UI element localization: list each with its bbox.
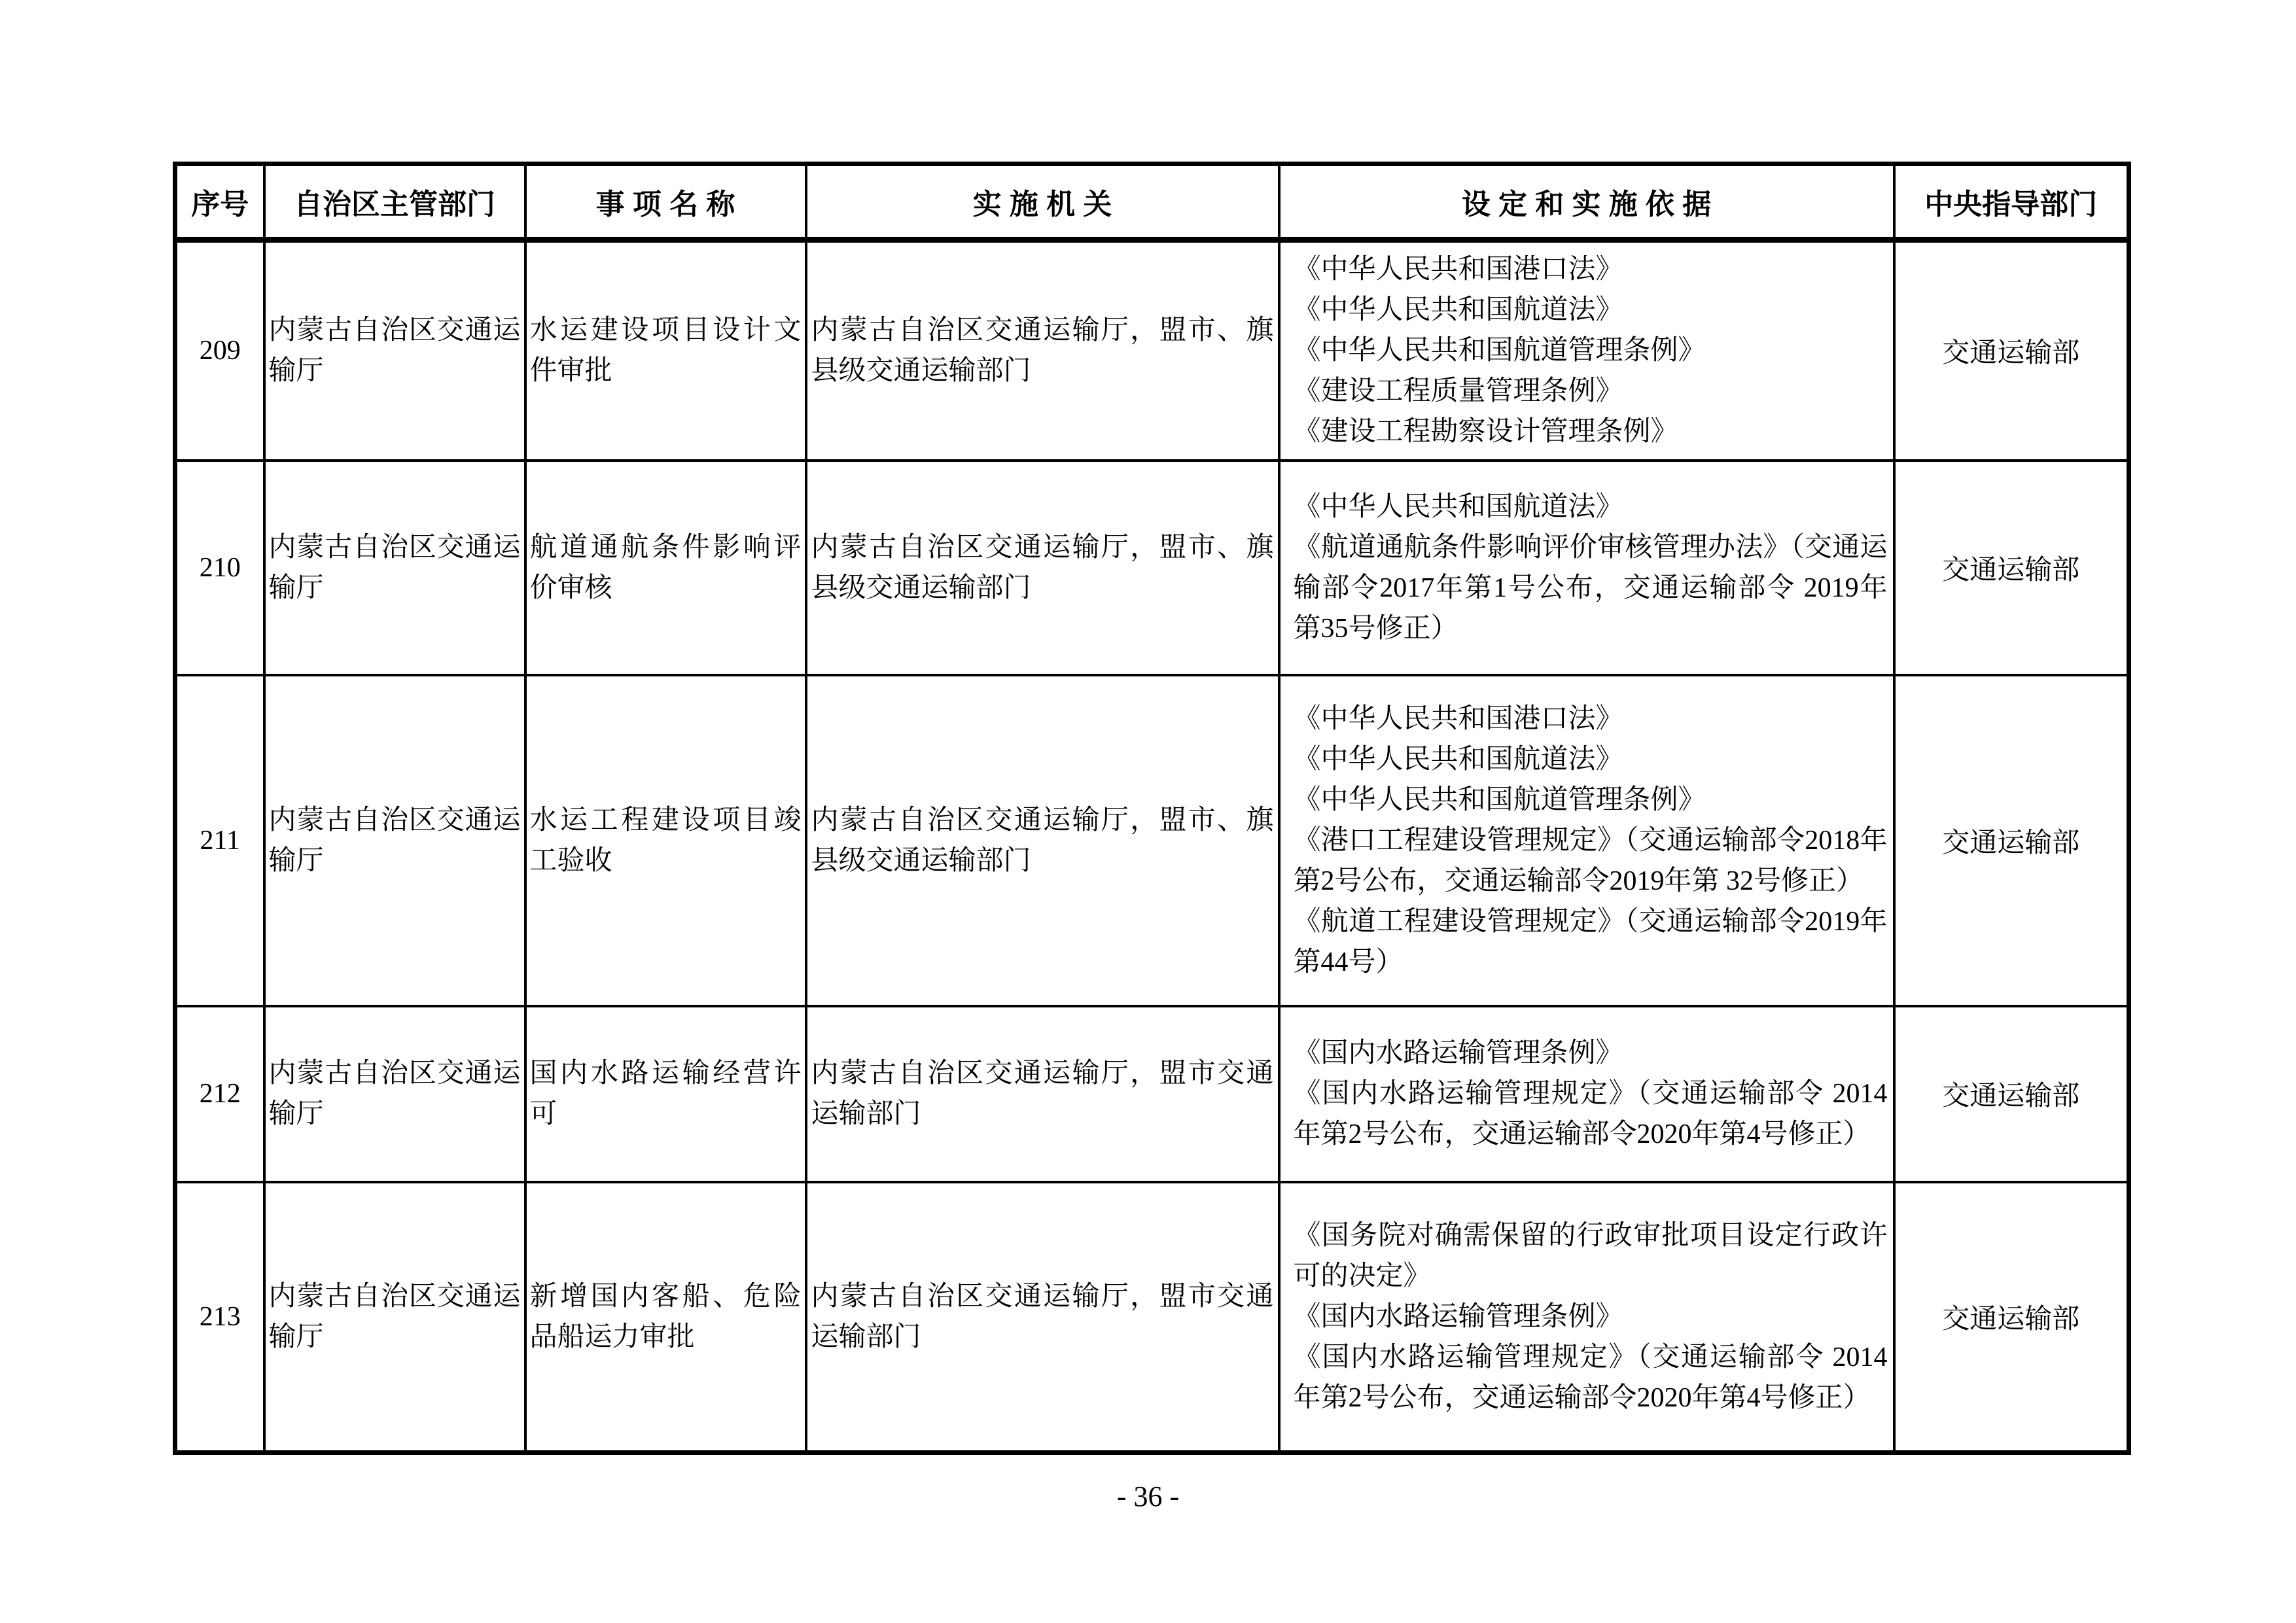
- table-row: [175, 461, 2129, 675]
- legal-basis-cell: [1279, 461, 1894, 675]
- legal-basis-item: 《航道工程建设管理规定》（交通运输部令2019年第44号）: [1293, 906, 1888, 977]
- implementing-agency-cell: 内蒙古自治区交通运输厅，盟市交通运输部门: [806, 1006, 1279, 1182]
- legal-basis-cell: [1279, 240, 1894, 461]
- central-department-cell: 交通运输部: [1894, 461, 2129, 675]
- central-department-cell: 交通运输部: [1894, 240, 2129, 461]
- department-cell: 内蒙古自治区交通运输厅: [264, 1182, 525, 1453]
- header-seq: 序号: [175, 164, 264, 240]
- item-name-cell: 国内水路运输经营许可: [525, 1006, 806, 1182]
- header-central-department: 中央指导部门: [1894, 164, 2129, 240]
- header-implementing-agency: 实 施 机 关: [806, 164, 1279, 240]
- header-department: 自治区主管部门: [264, 164, 525, 240]
- approval-items-table: [173, 162, 2131, 1455]
- legal-basis-item: 《中华人民共和国航道法》: [1293, 491, 1623, 522]
- item-name-cell: 水运建设项目设计文件审批: [525, 240, 806, 461]
- seq-cell: 211: [175, 675, 264, 1006]
- department-cell: 内蒙古自治区交通运输厅: [264, 675, 525, 1006]
- legal-basis-item: 《建设工程质量管理条例》: [1293, 376, 1623, 407]
- table-row: [175, 675, 2129, 1006]
- table-row: [175, 1006, 2129, 1182]
- central-department-cell: 交通运输部: [1894, 1182, 2129, 1453]
- seq-cell: 212: [175, 1006, 264, 1182]
- item-name-cell: 水运工程建设项目竣工验收: [525, 675, 806, 1006]
- legal-basis-item: 《中华人民共和国港口法》: [1293, 703, 1623, 734]
- header-item-name: 事 项 名 称: [525, 164, 806, 240]
- implementing-agency-cell: 内蒙古自治区交通运输厅，盟市、旗县级交通运输部门: [806, 675, 1279, 1006]
- legal-basis-cell: [1279, 1006, 1894, 1182]
- legal-basis-item: 《中华人民共和国航道管理条例》: [1293, 336, 1706, 366]
- seq-cell: 210: [175, 461, 264, 675]
- seq-cell: 213: [175, 1182, 264, 1453]
- legal-basis-item: 《国内水路运输管理规定》（交通运输部令 2014年第2号公布，交通运输部令2020年第4号修正）: [1293, 1079, 1888, 1149]
- table-row: [175, 1182, 2129, 1453]
- legal-basis-item: 《中华人民共和国航道管理条例》: [1293, 784, 1706, 815]
- department-cell: 内蒙古自治区交通运输厅: [264, 240, 525, 461]
- department-cell: 内蒙古自治区交通运输厅: [264, 461, 525, 675]
- legal-basis-item: 《国内水路运输管理条例》: [1293, 1038, 1623, 1068]
- item-name-cell: 航道通航条件影响评价审核: [525, 461, 806, 675]
- legal-basis-cell: [1279, 675, 1894, 1006]
- central-department-cell: 交通运输部: [1894, 675, 2129, 1006]
- central-department-cell: 交通运输部: [1894, 1006, 2129, 1182]
- legal-basis-item: 《国务院对确需保留的行政审批项目设定行政许可的决定》: [1293, 1220, 1888, 1291]
- implementing-agency-cell: 内蒙古自治区交通运输厅，盟市、旗县级交通运输部门: [806, 240, 1279, 461]
- implementing-agency-cell: 内蒙古自治区交通运输厅，盟市交通运输部门: [806, 1182, 1279, 1453]
- header-legal-basis: 设 定 和 实 施 依 据: [1279, 164, 1894, 240]
- legal-basis-item: 《建设工程勘察设计管理条例》: [1293, 417, 1678, 447]
- item-name-cell: 新增国内客船、危险品船运力审批: [525, 1182, 806, 1453]
- legal-basis-item: 《中华人民共和国港口法》: [1293, 254, 1623, 285]
- department-cell: 内蒙古自治区交通运输厅: [264, 1006, 525, 1182]
- legal-basis-item: 《国内水路运输管理规定》（交通运输部令 2014年第2号公布，交通运输部令2020年第4号修正）: [1293, 1342, 1888, 1413]
- legal-basis-item: 《港口工程建设管理规定》（交通运输部令2018年第2号公布，交通运输部令2019年第 32号修正）: [1293, 825, 1888, 896]
- legal-basis-item: 《航道通航条件影响评价审核管理办法》（交通运输部令2017年第1号公布，交通运输部令 2019年第35号修正）: [1293, 532, 1888, 644]
- page-number: - 36 -: [1116, 1480, 1180, 1512]
- legal-basis-cell: [1279, 1182, 1894, 1453]
- implementing-agency-cell: 内蒙古自治区交通运输厅，盟市、旗县级交通运输部门: [806, 461, 1279, 675]
- seq-cell: 209: [175, 240, 264, 461]
- legal-basis-item: 《国内水路运输管理条例》: [1293, 1301, 1623, 1332]
- table-row: [175, 240, 2129, 461]
- table-header-row: [175, 164, 2129, 240]
- legal-basis-item: 《中华人民共和国航道法》: [1293, 295, 1623, 326]
- legal-basis-item: 《中华人民共和国航道法》: [1293, 744, 1623, 775]
